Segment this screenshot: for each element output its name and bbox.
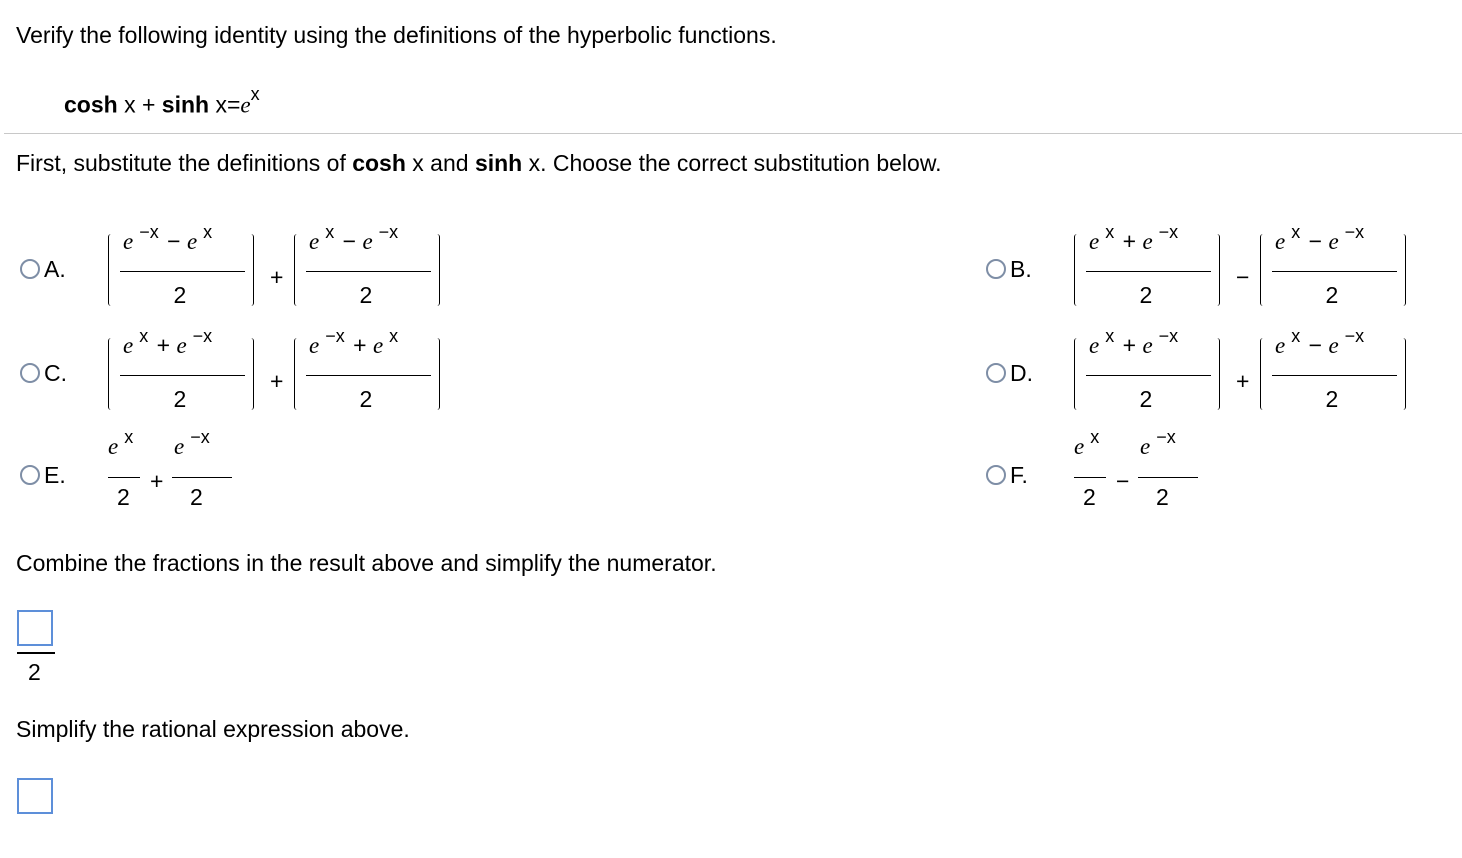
option-c-left-numerator: [123, 326, 214, 359]
exponent: x: [139, 326, 149, 346]
exponent: x: [1291, 326, 1301, 346]
option-a-right-numerator: [309, 222, 400, 255]
e-symbol: e: [123, 333, 134, 358]
e-symbol: e: [309, 333, 320, 358]
simplified-answer-input[interactable]: [17, 778, 53, 814]
e-symbol: e: [362, 229, 373, 254]
left-denominator: 2: [117, 484, 130, 510]
right-fraction-bar: [1138, 477, 1198, 478]
exponent: −x: [139, 222, 159, 242]
option-f-label[interactable]: F.: [1010, 462, 1028, 488]
option-c-radio[interactable]: [20, 363, 40, 383]
step1-instruction: [16, 150, 942, 177]
option-a-left-numerator: [123, 222, 214, 255]
left-denominator: 2: [1139, 282, 1153, 308]
identity-plus: +: [141, 91, 156, 118]
left-fraction-bar: [120, 271, 245, 272]
right-open-paren: [1260, 338, 1263, 410]
right-fraction-bar: [172, 477, 232, 478]
option-f-radio[interactable]: [986, 465, 1006, 485]
e-symbol: e: [1275, 333, 1286, 358]
step2-instruction: Combine the fractions in the result above and simplify the numerator.: [16, 550, 717, 576]
exponent: −x: [1156, 427, 1176, 447]
right-fraction-bar: [306, 375, 431, 376]
exponent: x: [124, 427, 134, 447]
option-d-radio[interactable]: [986, 363, 1006, 383]
numerator-operator: −: [1302, 228, 1329, 254]
option-f-left-numerator: [1074, 427, 1101, 460]
step1-part3: x. Choose the correct substitution below.: [522, 150, 942, 176]
option-f-operator: −: [1116, 468, 1130, 494]
right-fraction-bar: [1272, 271, 1397, 272]
option-c-label[interactable]: C.: [44, 360, 67, 386]
e-symbol: e: [1074, 434, 1085, 459]
right-fraction-bar: [306, 271, 431, 272]
option-b-radio[interactable]: [986, 259, 1006, 279]
right-denominator: 2: [359, 282, 373, 308]
exponent: x: [1105, 326, 1115, 346]
e-symbol: e: [123, 229, 134, 254]
step1-sinh: sinh: [474, 150, 523, 176]
left-fraction-bar: [108, 477, 140, 478]
left-fraction-bar: [1086, 375, 1211, 376]
right-close-paren: [1403, 338, 1406, 410]
e-symbol: e: [1275, 229, 1286, 254]
identity-x1: x: [124, 91, 136, 118]
exponent: x: [325, 222, 335, 242]
option-a-operator: +: [270, 264, 284, 290]
option-a-radio[interactable]: [20, 259, 40, 279]
answer-fraction-bar: [17, 652, 55, 654]
e-symbol: e: [174, 434, 185, 459]
exponent: x: [203, 222, 213, 242]
exponent: x: [389, 326, 399, 346]
left-close-paren: [1217, 338, 1220, 410]
exponent: −x: [1344, 326, 1365, 346]
right-denominator: 2: [1325, 282, 1339, 308]
right-open-paren: [294, 234, 297, 306]
exponent: x: [1291, 222, 1301, 242]
numerator-operator: −: [336, 228, 363, 254]
e-symbol: e: [372, 333, 384, 358]
option-d-operator: +: [1236, 368, 1250, 394]
right-close-paren: [437, 338, 440, 410]
numerator-operator: +: [346, 332, 373, 358]
left-close-paren: [251, 338, 254, 410]
left-open-paren: [108, 234, 111, 306]
option-e-operator: +: [150, 468, 164, 494]
e-symbol: e: [176, 333, 187, 358]
identity-exp: x: [250, 84, 260, 104]
right-denominator: 2: [359, 386, 373, 412]
identity-e: e: [240, 92, 251, 118]
exponent: −x: [1158, 222, 1179, 242]
numerator-input[interactable]: [17, 610, 53, 646]
option-b-right-numerator: [1275, 222, 1366, 255]
option-e-label[interactable]: E.: [44, 462, 66, 488]
left-open-paren: [108, 338, 111, 410]
e-symbol: e: [1140, 434, 1151, 459]
option-b-left-numerator: [1089, 222, 1180, 255]
exponent: −x: [190, 427, 210, 447]
right-close-paren: [437, 234, 440, 306]
left-denominator: 2: [173, 282, 187, 308]
right-denominator: 2: [1325, 386, 1339, 412]
section-divider: [4, 133, 1462, 134]
numerator-operator: +: [1116, 332, 1143, 358]
exponent: −x: [325, 326, 345, 346]
numerator-operator: −: [1302, 332, 1329, 358]
right-fraction-bar: [1272, 375, 1397, 376]
exponent: −x: [192, 326, 213, 346]
left-open-paren: [1074, 234, 1077, 306]
e-symbol: e: [1142, 229, 1153, 254]
identity-sinh: sinh: [161, 91, 210, 118]
option-b-operator: −: [1236, 264, 1250, 290]
option-c-right-numerator: [309, 326, 400, 359]
identity-x2: x: [215, 91, 227, 118]
option-e-left-numerator: [108, 427, 135, 460]
option-d-label[interactable]: D.: [1010, 360, 1033, 386]
left-fraction-bar: [1086, 271, 1211, 272]
option-e-right-numerator: [174, 427, 212, 460]
identity-equation: [64, 84, 260, 119]
numerator-operator: −: [160, 228, 187, 254]
e-symbol: e: [1142, 333, 1153, 358]
e-symbol: e: [1328, 229, 1339, 254]
numerator-operator: +: [1116, 228, 1143, 254]
exponent: x: [1090, 427, 1100, 447]
right-denominator: 2: [1156, 484, 1169, 510]
question-prompt: Verify the following identity using the definitions of the hyperbolic functions.: [16, 22, 777, 48]
e-symbol: e: [1089, 229, 1100, 254]
left-open-paren: [1074, 338, 1077, 410]
identity-cosh: cosh: [64, 91, 118, 118]
left-fraction-bar: [120, 375, 245, 376]
left-denominator: 2: [173, 386, 187, 412]
step1-part1: First, substitute the definitions of: [16, 150, 353, 176]
option-b-label[interactable]: B.: [1010, 256, 1032, 282]
e-symbol: e: [186, 229, 198, 254]
option-e-radio[interactable]: [20, 465, 40, 485]
left-denominator: 2: [1083, 484, 1096, 510]
right-close-paren: [1403, 234, 1406, 306]
right-open-paren: [1260, 234, 1263, 306]
left-denominator: 2: [1139, 386, 1153, 412]
right-denominator: 2: [190, 484, 203, 510]
option-c-operator: +: [270, 368, 284, 394]
answer-denominator: 2: [28, 659, 41, 685]
left-fraction-bar: [1074, 477, 1106, 478]
numerator-operator: +: [150, 332, 177, 358]
exponent: x: [1105, 222, 1115, 242]
step3-instruction: Simplify the rational expression above.: [16, 716, 410, 742]
e-symbol: e: [1328, 333, 1339, 358]
e-symbol: e: [1089, 333, 1100, 358]
right-open-paren: [294, 338, 297, 410]
option-a-label[interactable]: A.: [44, 256, 66, 282]
option-f-right-numerator: [1140, 427, 1178, 460]
exponent: −x: [1158, 326, 1179, 346]
left-close-paren: [251, 234, 254, 306]
option-d-left-numerator: [1089, 326, 1180, 359]
left-close-paren: [1217, 234, 1220, 306]
e-symbol: e: [108, 434, 119, 459]
exponent: −x: [1344, 222, 1365, 242]
e-symbol: e: [309, 229, 320, 254]
option-d-right-numerator: [1275, 326, 1366, 359]
step1-part2: x and: [405, 150, 475, 176]
identity-eq: =: [226, 91, 241, 118]
exponent: −x: [378, 222, 399, 242]
step1-cosh: cosh: [352, 150, 406, 176]
